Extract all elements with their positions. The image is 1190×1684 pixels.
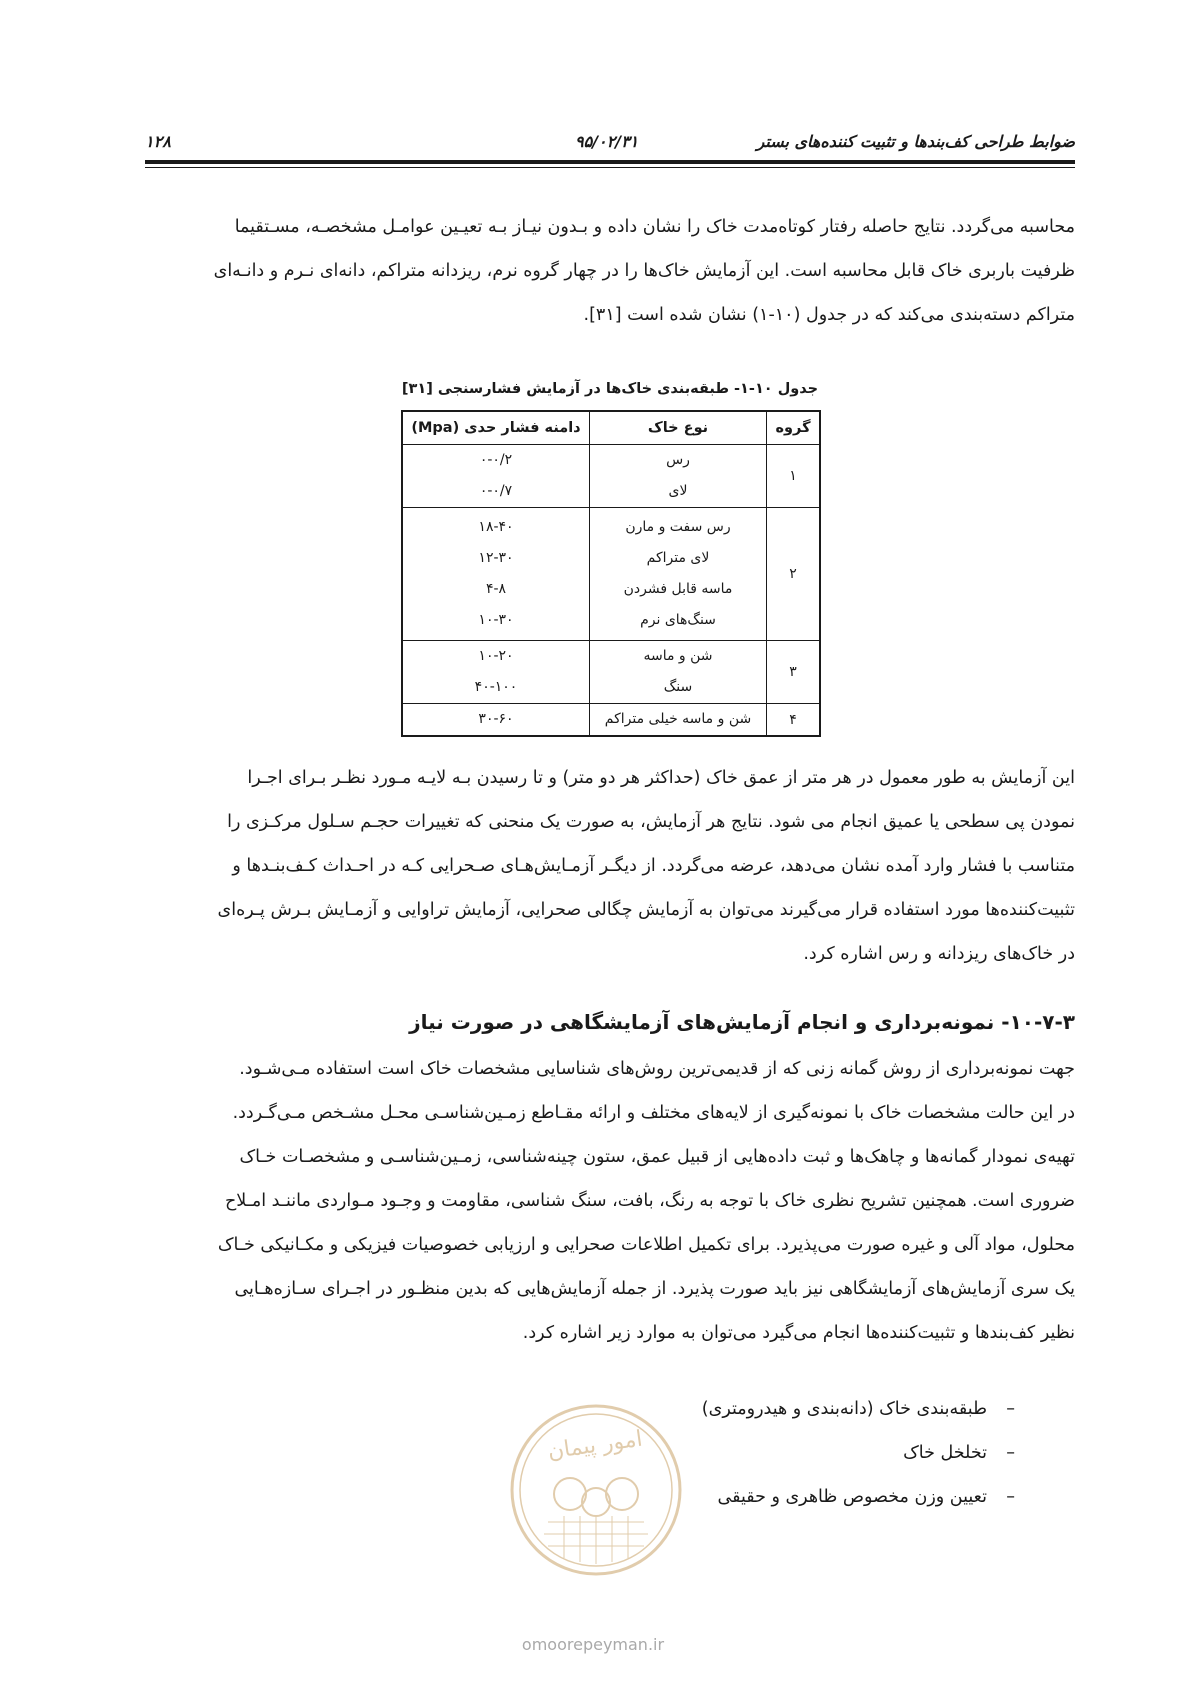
range-value: ۰-۰/۷ (479, 483, 513, 499)
range-value: ۴۰-۱۰۰ (474, 679, 518, 695)
soil-name: رس سفت و مارن (625, 519, 731, 535)
range-value: ۱۸-۴۰ (478, 519, 514, 535)
paragraph-field-tests (145, 756, 1075, 976)
soil-cell (590, 445, 767, 508)
header-title: ضوابط طراحی کف‌بندها و تثبیت کننده‌های بستر (756, 132, 1075, 151)
header-pressure-range: دامنه فشار حدی (Mpa) (402, 411, 590, 445)
bullet-item (718, 1487, 1016, 1507)
page-header (145, 132, 1075, 158)
soil-cell (590, 508, 767, 641)
header-date: ۹۵/۰۲/۳۱ (575, 132, 639, 151)
bullet-dash: – (1006, 1443, 1015, 1463)
range-cell (402, 508, 590, 641)
text-line: متناسب با فشار وارد آمده نشان می‌دهد، عرضه می‌گردد. از دیگـر آزمـایش‌هـای صـحرایی کـه در احـداث کـف‌بنـدها و (232, 856, 1075, 876)
paragraph-sampling (145, 1047, 1075, 1355)
group-cell: ۴ (767, 704, 821, 737)
range-value: ۰-۰/۲ (479, 452, 513, 468)
text-line: محاسبه می‌گردد. نتایج حاصله رفتار کوتاه‌مدت خاک را نشان داده و بـدون نیـاز بـه تعیـین عوامـل مشخصـه، مسـتقیما (234, 217, 1075, 237)
group-cell: ۱ (767, 445, 821, 508)
bullet-item (702, 1399, 1015, 1419)
range-cell (402, 445, 590, 508)
range-value: ۱۲-۳۰ (478, 550, 514, 566)
section-heading: ۱۰-۷-۳- نمونه‌برداری و انجام آزمایش‌های آزمایشگاهی در صورت نیاز (409, 1010, 1075, 1034)
soil-name: لای (668, 483, 688, 499)
header-soil-type: نوع خاک (590, 411, 767, 445)
text-line: در خاک‌های ریزدانه و رس اشاره کرد. (803, 944, 1075, 964)
text-line: نمودن پی سطحی یا عمیق انجام می شود. نتایج هر آزمایش، به صورت یک منحنی که تغییرات حجـم سـلول مرکـزی را (227, 812, 1075, 832)
page-number: ۱۲۸ (145, 132, 171, 151)
soil-name: ماسه قابل فشردن (623, 581, 733, 597)
header-rule-thin (145, 167, 1075, 168)
text-line: یک سری آزمایش‌های آزمایشگاهی نیز باید صورت پذیرد. از جمله آزمایش‌هایی که بدین منظـور در اجـرای سـازه‌هـایی (234, 1279, 1075, 1299)
watermark-url: omoorepeyman.ir (521, 1635, 665, 1654)
bullet-text: تخلخل خاک (903, 1443, 987, 1463)
soil-name: سنگ‌های نرم (640, 612, 716, 628)
text-line: متراکم دسته‌بندی می‌کند که در جدول (۱۰-۱) نشان شده است [۳۱]. (583, 305, 1075, 325)
soil-cell (590, 641, 767, 704)
range-value: ۱۰-۳۰ (478, 612, 514, 628)
range-value: ۱۰-۲۰ (478, 648, 514, 664)
group-cell: ۲ (767, 508, 821, 641)
text-line: تثبیت‌کننده‌ها مورد استفاده قرار می‌گیرند می‌توان به آزمایش چگالی صحرایی، آزمایش تراوایی و آزمـایش بـرش پـره‌ای (217, 900, 1075, 920)
svg-text:امور پیمان: امور پیمان (546, 1426, 644, 1465)
bullet-dash: – (1006, 1399, 1015, 1419)
header-group: گروه (767, 411, 821, 445)
soil-cell (590, 704, 767, 737)
text-line: ضروری است. همچنین تشریح نظری خاک با توجه به رنگ، بافت، سنگ شناسی، مقاومت و وجـود مـواردی ماننـد امـلاح (225, 1191, 1075, 1211)
header-rule-thick (145, 160, 1075, 164)
bullet-item (903, 1443, 1015, 1463)
table-row (402, 445, 820, 508)
table-caption: جدول ۱۰-۱- طبقه‌بندی خاک‌ها در آزمایش فشارسنجی [۳۱] (401, 381, 819, 397)
soil-classification-table (401, 410, 821, 737)
range-cell (402, 641, 590, 704)
group-cell: ۳ (767, 641, 821, 704)
bullet-text: تعیین وزن مخصوص ظاهری و حقیقی (717, 1487, 987, 1507)
soil-name: رس (666, 452, 690, 468)
bullet-text: طبقه‌بندی خاک (دانه‌بندی و هیدرومتری) (701, 1399, 987, 1419)
text-line: در این حالت مشخصات خاک با نمونه‌گیری از لایه‌های مختلف و ارائه مقـاطع زمـین‌شناسـی محـل مشـخص مـی‌گـردد. (232, 1103, 1075, 1123)
text-line: تهیه‌ی نمودار گمانه‌ها و چاهک‌ها و ثبت داده‌هایی از قبیل عمق، ستون چینه‌شناسی، زمـین‌شناسـی و مشخصـات خـاک (239, 1147, 1075, 1167)
watermark-logo-icon (508, 1402, 684, 1578)
text-line: این آزمایش به طور معمول در هر متر از عمق خاک (حداکثر هر دو متر) و تا رسیدن بـه لایـه مـورد نظـر بـرای اجـرا (247, 768, 1075, 788)
table-header-row (402, 411, 820, 445)
soil-name: لای متراکم (646, 550, 710, 566)
text-line: ظرفیت باربری خاک قابل محاسبه است. این آزمایش خاک‌ها را در چهار گروه نرم، ریزدانه متراکم، دانه‌ای نـرم و دانـه‌ای (213, 261, 1075, 281)
soil-name: سنگ (663, 679, 693, 695)
text-line: جهت نمونه‌برداری از روش گمانه زنی که از قدیمی‌ترین روش‌های شناسایی مشخصات خاک است استفاده مـی‌شـود. (239, 1059, 1075, 1079)
range-cell (402, 704, 590, 737)
table-row (402, 641, 820, 704)
intro-paragraph (145, 205, 1075, 337)
text-line: نظیر کف‌بندها و تثبیت‌کننده‌ها انجام می‌گیرد می‌توان به موارد زیر اشاره کرد. (522, 1323, 1075, 1343)
soil-name: شن و ماسه خیلی متراکم (604, 711, 752, 727)
soil-name: شن و ماسه (643, 648, 713, 664)
table-row (402, 508, 820, 641)
range-value: ۳۰-۶۰ (478, 711, 514, 727)
range-value: ۴-۸ (485, 581, 507, 597)
bullet-dash: – (1006, 1487, 1015, 1507)
table-row (402, 704, 820, 737)
text-line: محلول، مواد آلی و غیره صورت می‌پذیرد. برای تکمیل اطلاعات صحرایی و ارزیابی خصوصیات فیزیکی و مکـانیکی خـاک (217, 1235, 1075, 1255)
